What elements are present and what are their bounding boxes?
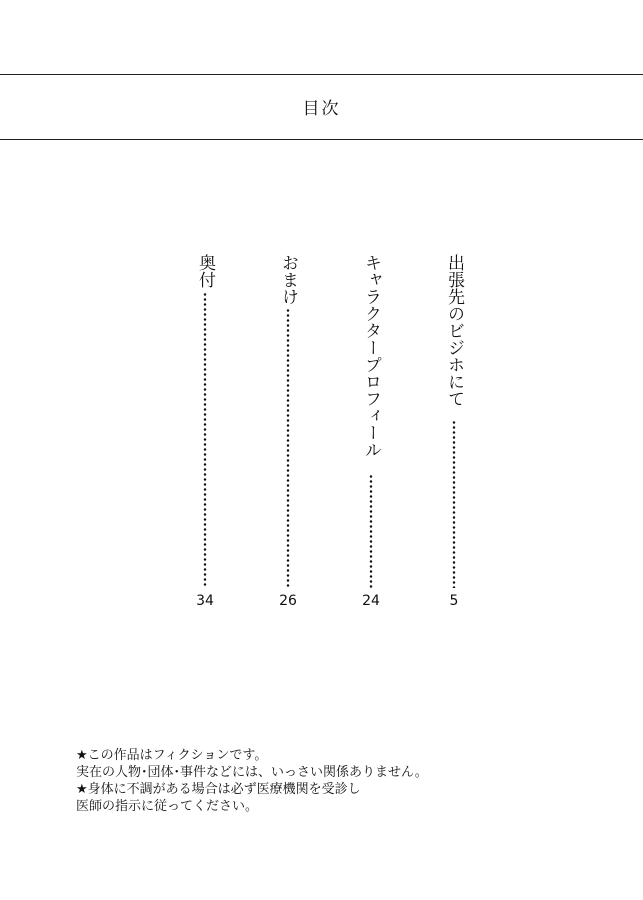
toc-entry-page: 5 bbox=[449, 593, 459, 609]
toc-entry-title: おまけ bbox=[278, 254, 298, 305]
page-title: 目次 bbox=[302, 99, 341, 119]
toc-entry-page: 26 bbox=[279, 593, 297, 609]
toc-entry-colophon[interactable] bbox=[191, 254, 219, 610]
disclaimer-line: ★この作品はフィクションです。 bbox=[76, 748, 268, 763]
header-bottom-rule bbox=[0, 139, 643, 140]
toc-entry-title: 奥付 bbox=[195, 254, 215, 288]
toc-leader-dots bbox=[203, 292, 207, 588]
toc-leader-dots bbox=[369, 474, 373, 588]
toc-leader-dots bbox=[452, 420, 456, 588]
toc-entry-character-profile[interactable] bbox=[357, 254, 385, 610]
toc-entry-page: 24 bbox=[362, 593, 380, 609]
toc-entry-title: キャラクタープロフィール bbox=[361, 254, 381, 458]
disclaimer-line: 実在の人物･団体･事件などには、いっさい関係ありません。 bbox=[76, 765, 428, 780]
disclaimer-line: ★身体に不調がある場合は必ず医療機関を受診し bbox=[76, 782, 361, 797]
header-top-rule bbox=[0, 74, 643, 75]
toc-entry-business-hotel[interactable] bbox=[440, 254, 468, 610]
toc-entry-title: 出張先のビジホにて bbox=[444, 254, 464, 407]
disclaimer-line: 医師の指示に従ってください。 bbox=[76, 799, 259, 814]
toc-entry-bonus[interactable] bbox=[274, 254, 302, 610]
toc-entry-page: 34 bbox=[196, 593, 214, 609]
disclaimer-notes bbox=[76, 747, 428, 815]
toc-leader-dots bbox=[286, 308, 290, 588]
